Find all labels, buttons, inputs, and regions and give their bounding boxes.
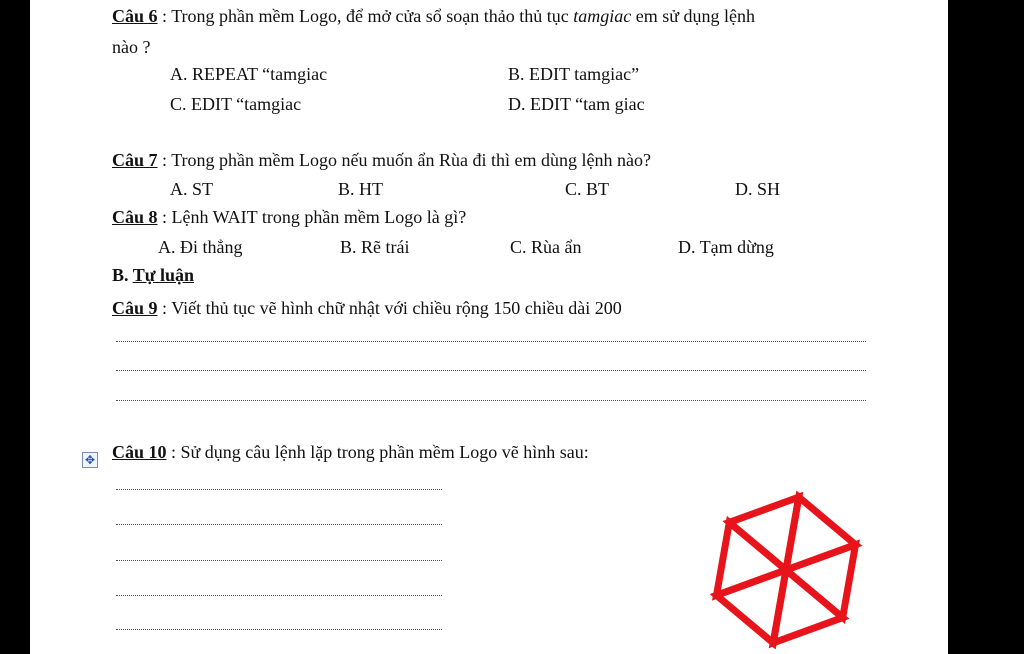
answer-line xyxy=(116,400,866,401)
question-7-option-c: C. BT xyxy=(565,179,610,199)
question-6-text-after: em sử dụng lệnh xyxy=(631,6,755,26)
question-10 xyxy=(112,441,589,463)
question-9 xyxy=(112,297,622,319)
figure-triangle xyxy=(729,497,799,570)
question-7 xyxy=(112,149,651,171)
question-8 xyxy=(112,206,466,228)
question-8-label: Câu 8 xyxy=(112,207,158,227)
question-6-line2: nào ? xyxy=(112,37,151,57)
question-7-option-d: D. SH xyxy=(735,179,781,199)
question-8-option-d: D. Tạm dừng xyxy=(678,237,774,257)
section-b-prefix: B. xyxy=(112,265,133,285)
answer-line xyxy=(116,595,442,596)
question-7-label: Câu 7 xyxy=(112,150,158,170)
question-6 xyxy=(112,5,755,27)
question-8-option-c: C. Rùa ẩn xyxy=(510,237,582,257)
answer-line xyxy=(116,629,442,630)
answer-line xyxy=(116,560,442,561)
question-10-text: : Sử dụng câu lệnh lặp trong phần mềm Logo vẽ hình sau: xyxy=(166,442,589,462)
question-10-label: Câu 10 xyxy=(112,442,167,462)
document-page xyxy=(30,0,948,654)
triangle-pinwheel-figure xyxy=(696,486,876,654)
section-b-title: Tự luận xyxy=(132,265,195,285)
answer-line xyxy=(116,341,866,342)
question-7-option-b: B. HT xyxy=(338,179,383,199)
question-9-text: : Viết thủ tục vẽ hình chữ nhật với chiều rộng 150 chiều dài 200 xyxy=(157,298,622,318)
section-b-heading xyxy=(112,264,194,286)
question-6-option-c: C. EDIT “tamgiac xyxy=(170,94,302,114)
question-6-option-b: B. EDIT tamgiac” xyxy=(508,64,640,84)
answer-line xyxy=(116,524,442,525)
question-6-label: Câu 6 xyxy=(112,6,158,26)
question-8-option-a: A. Đi thẳng xyxy=(158,237,243,257)
question-7-text: : Trong phần mềm Logo nếu muốn ẩn Rùa đi thì em dùng lệnh nào? xyxy=(157,150,651,170)
question-7-option-a: A. ST xyxy=(170,179,214,199)
question-6-option-d: D. EDIT “tam giac xyxy=(508,94,645,114)
question-6-text-italic: tamgiac xyxy=(573,6,632,26)
move-anchor-icon[interactable]: ✥ xyxy=(82,452,98,468)
question-8-text: : Lệnh WAIT trong phần mềm Logo là gì? xyxy=(157,207,467,227)
question-8-option-b: B. Rẽ trái xyxy=(340,237,410,257)
answer-line xyxy=(116,370,866,371)
question-6-option-a: A. REPEAT “tamgiac xyxy=(170,64,328,84)
question-6-text-before: : Trong phần mềm Logo, để mở cửa sổ soạn thảo thủ tục xyxy=(157,6,574,26)
question-9-label: Câu 9 xyxy=(112,298,158,318)
answer-line xyxy=(116,489,442,490)
